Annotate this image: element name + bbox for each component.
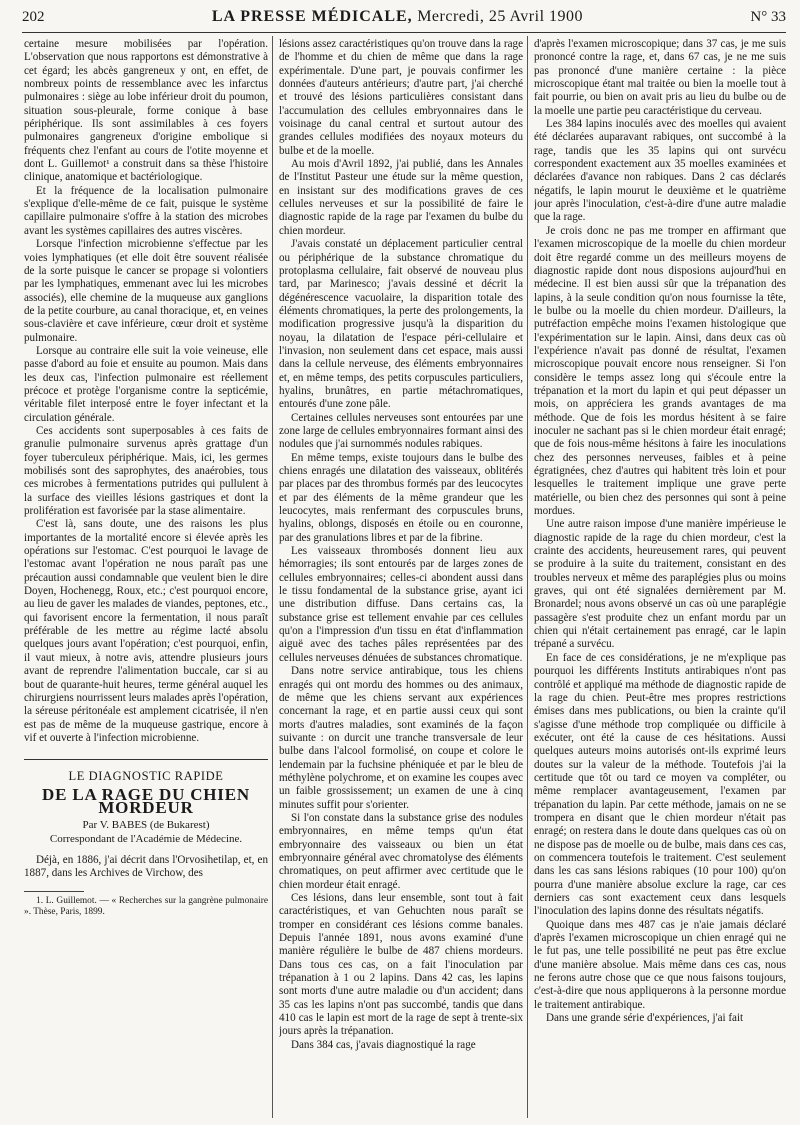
paragraph: Une autre raison impose d'une manière impérieuse le diagnostic rapide de la rage du chien mordeur, c'est la crainte des accidents, heureusement rares, qui peuvent se produire à la suite du traitement, consistant en des troubles nerveux et même des paraplégies plus ou moins graves, qui ont été signalées dernièrement par M. Bronardel; nous avons observé un cas où une paraplégie passagère s'est produite chez un enfant mordu par un chien qui n'était certainement pas enragé, car le lapin trépané a survécu.: [534, 518, 786, 651]
page-header: [22, 8, 786, 33]
issue-number: N° 33: [750, 9, 786, 25]
article-title: DE LA RAGE DU CHIEN MORDEUR: [42, 784, 250, 817]
page-number: 202: [22, 9, 45, 25]
journal-title-line: [212, 8, 583, 26]
article-separator: [24, 759, 268, 760]
paragraph: Certaines cellules nerveuses sont entourées par une zone large de cellules embryonnaires formant ainsi des nodules que j'ai surnommés nodules rabiques.: [279, 411, 523, 451]
issue-date: Mercredi, 25 Avril 1900: [417, 8, 584, 25]
paragraph: Ces lésions, dans leur ensemble, sont tout à fait caractéristiques, et van Gehuchten nous paraît se tromper en considérant ces lésions comme banales. Depuis l'année 1891, nous avons examiné d'une manière régulière le bulbe de 487 chiens mordeurs. Dans tous ces cas, on a fait l'inoculation par trépanation à 1 ou 2 lapins. Dans 42 cas, les lapins sont morts d'une autre maladie ou d'un accident; dans 35 cas les lapins n'ont pas succombé, tandis que dans 410 cas le lapin est mort de la rage de sept à trente-six jours après la trépanation.: [279, 892, 523, 1038]
paragraph: C'est là, sans doute, une des raisons les plus importantes de la mortalité encore si élevée après les opérations sur l'estomac. C'est pourquoi le lavage de l'estomac avant l'opération ne nous paraît pas une précaution aussi condamnable que veulent bien le dire Doyen, Hochenegg, Roux, etc.; c'est pourquoi encore, au lieu de gaver les malades de viandes, peptones, etc., qui favorisent encore la fermentation, il nous paraît préférable de les mettre au régime lacté absolu quelques jours avant l'opération; c'est pourquoi, enfin, il vaut mieux, à notre avis, attendre plusieurs jours avant de reprendre l'alimentation buccale, car si au bout de quarante-huit heures, terme général auquel les chirurgiens nourrissent leurs malades après l'opération, la séreuse péritonéale est amplement cicatrisée, il n'en est pas de même de la muqueuse gastrique, encore à vif et ouverte à l'infection microbienne.: [24, 518, 268, 744]
paragraph: Je crois donc ne pas me tromper en affirmant que l'examen microscopique de la moelle du chien mordeur doit être regardé comme un des meilleurs moyens de diagnostic rapide dont nous disposions aujourd'hui en médecine. Il est bien aussi sûr que la trépanation des lapins, à la seule condition qu'on nous fournisse la tête, le bulbe ou la moelle du chien mordeur. D'ailleurs, la putréfaction empêche moins l'examen histologique que l'expérimentation sur le lapin. Ainsi, dans deux cas où l'expérience n'avait pas donné de résultat, l'examen microscopique pouvait encore nous renseigner. Si l'on considère le temps assez long qui s'écoule entre la trépanation et la mort du lapin et qui peut dépasser un mois, on appréciera les grands avantages de ma méthode. Que de fois les mordus hésitent à se faire inoculer ne sachant pas si le chien mordeur était enragé; que de fois nous-même hésitons à faire les inoculations chez des personnes nerveuses, faibles et à peine égratignées, chez d'autres qui habitent très loin et pour lesquelles le traitement implique une grave perte matérielle, ou bien chez des personnes qui sont à peine mordues.: [534, 224, 786, 518]
paragraph: d'après l'examen microscopique; dans 37 cas, je me suis prononcé contre la rage, et, dans 67 cas, je ne me suis pas prononcé d'une manière certaine : la pièce microscopique étant mal traitée ou bien la moelle tout à fait pourrie, ou bien on avait pris au lieu du bulbe ou de la moelle une partie peu caractéristique du cerveau.: [534, 38, 786, 117]
paragraph: lésions assez caractéristiques qu'on trouve dans la rage de l'homme et du chien de même que dans la rage expérimentale. D'une part, je pouvais confirmer les données d'auteurs antérieurs; d'autre part, j'ai cherché et trouvé des lésions particulières consistant dans l'accumulation des cellules embryonnaires dans le voisinage du canal central et surtout autour des grandes cellules modifiées des noyaux moteurs du bulbe et de la moelle.: [279, 38, 523, 157]
paragraph: Dans 384 cas, j'avais diagnostiqué la rage: [291, 1038, 476, 1051]
article-heading: [24, 770, 268, 846]
paragraph: Les vaisseaux thrombosés donnent lieu aux hémorragies; ils sont entourés par de larges zones de cellules embryonnaires; celles-ci abondent aussi dans le tissu fondamental de la substance grise, ayant ici une distribution diffuse. Dans certains cas, la substance grise est tellement envahie par ces cellules qu'on a l'impression d'un tissu en état d'inflammation aiguë avec des taches pâles représentées par des cellules nerveuses dénuées de substances chromatique.: [279, 545, 523, 664]
paragraph: certaine mesure mobilisées par l'opération. L'observation que nous rapportons est démonstrative à cet égard; les abcès gangreneux y ont, en effet, de nombreux points de ressemblance avec les infarctus pulmonaires : siège au lobe inférieur droit du poumon, situation sous-pleurale, forme conique à base périphérique. Ils sont assimilables à ces foyers pulmonaires gangreneux d'origine embolique si fréquents chez l'enfant au cours de l'otite moyenne et dont L. Guillemot¹ a construit dans sa thèse l'histoire clinique, anatomique et bactériologique.: [24, 38, 268, 184]
article-author: Par V. BABES (de Bukarest): [82, 819, 210, 832]
footnote: 1. L. Guillemot. — « Recherches sur la gangrène pulmonaire ». Thèse, Paris, 1899.: [24, 895, 268, 917]
paragraph: En même temps, existe toujours dans le bulbe des chiens enragés une dilatation des vaisseaux, oblitérés par places par des thrombus formés par des leucocytes et par des éléments de la même grandeur que les leucocytes, mais renfermant des corpuscules bruns, hyalins, oblongs, disposés en étoile ou en couronne, par des granulations libres et par de la fibrine.: [279, 451, 523, 544]
article-intro: Déjà, en 1886, j'ai décrit dans l'Orvosihetilap, et, en 1887, dans les Archives de Virchow, des: [24, 853, 268, 880]
column-rule: [272, 36, 273, 1118]
footnote-rule: [24, 891, 84, 892]
paragraph: Quoique dans mes 487 cas je n'aie jamais déclaré d'après l'examen microscopique un chien enragé qui ne le fut pas, une telle possibilité ne peut pas être exclue d'une manière absolue. Mais même dans ces cas, nous ne ferons autre chose que ce que nous faisons toujours, c'est-à-dire que nous appliquerons à la personne mordue le traitement antirabique.: [534, 918, 786, 1011]
paragraph: Et la fréquence de la localisation pulmonaire s'explique d'elle-même de ce fait, puisque le système capillaire pulmonaire s'offre à la station des microbes avant les systèmes capillaires des autres viscères.: [24, 184, 268, 237]
paragraph: Dans notre service antirabique, tous les chiens enragés qui ont mordu des hommes ou des animaux, de même que les chiens servant aux expériences concernant la rage, et en partie aussi ceux qui sont morts d'autres maladies, sont examinés de la façon suivante : on durcit une tranche transversale de leur bulbe dans l'alcool formolisé, on coupe et colore le lendemain par la fuchsine phéniquée et par le bleu de méthylène polychrome, et on examine les coupes avec un faible grossissement; un examen de une à cinq minutes suffit pour s'orienter.: [279, 665, 523, 811]
paragraph: Lorsque au contraire elle suit la voie veineuse, elle passe d'abord au foie et ensuite au poumon. Mais dans les deux cas, l'infection pulmonaire est réellement précoce et protège l'organisme contre la septicémie, véritable filet interposé entre le foyer infectant et la circulation générale.: [24, 344, 268, 424]
paragraph: Dans une grande série d'expériences, j'ai fait: [546, 1012, 744, 1025]
column-3: [534, 38, 786, 1118]
paragraph: Au mois d'Avril 1892, j'ai publié, dans les Annales de l'Institut Pasteur une étude sur la même question, en insistant sur des modifications graves de ces cellules nerveuses et sur la possibilité de faire le diagnostic rapide de la rage par l'examen du bulbe du chien mordeur.: [279, 158, 523, 237]
paragraph: Les 384 lapins inoculés avec des moelles qui avaient été déclarées auparavant rabiques, ont succombé à la rage, tandis que les 35 lapins qui ont survécu correspondent exactement aux 35 moelles examinées et déclarées d'avance non rabiques. Dans 2 cas déclarés négatifs, le lapin mourut le deuxième et le quatrième jour après l'inoculation, c'est-à-dire d'une autre maladie que la rage.: [534, 118, 786, 224]
paragraph: J'avais constaté un déplacement particulier central ou périphérique de la substance chromatique du protoplasma cellulaire, fait observé de nouveau plus tard, par Marinesco; j'avais dessiné et décrit la dégénérescence vacuolaire, la disparition totale des éléments chromatiques, la perte des prolongements, la modification progressive jusqu'à la disparition du noyau, la dilatation de l'espace péri-cellulaire et l'invasion, non seulement dans cet espace, mais aussi dans la cellule nerveuse, des éléments embryonnaires et, en même temps, des petits corpuscules particuliers, hyalins, brunâtres, en partie métachromatiques, entourés d'une zone pâle.: [279, 238, 523, 411]
paragraph: Lorsque l'infection microbienne s'effectue par les voies lymphatiques (et elle doit être souvent réalisée de la sorte puisque le cancer se propage si volontiers par les lymphatiques, emmenant avec lui les microbes associés), elle chemine de la muqueuse aux ganglions de la petite courbure, au canal thoracique, et, en veines sous-clavière et cave inférieure, cœur droit et système pulmonaire.: [24, 238, 268, 344]
paragraph: Ces accidents sont superposables à ces faits de granulie pulmonaire survenus après grattage d'un foyer tuberculeux périphérique. Mais, ici, les germes mobilisés sont des saprophytes, des anaérobies, tous ces microbes à fermentations putrides qui pullulent à la surface des vieilles lésions gastriques et dont la prolifération est favorisée par la stase alimentaire.: [24, 424, 268, 518]
journal-name: LA PRESSE MÉDICALE,: [211, 8, 413, 25]
article-author-role: Correspondant de l'Académie de Médecine.: [49, 832, 243, 845]
column-rule: [527, 36, 528, 1118]
column-2: [279, 38, 523, 1118]
column-1: [24, 38, 268, 1118]
article-kicker: LE DIAGNOSTIC RAPIDE: [68, 769, 224, 784]
paragraph: Si l'on constate dans la substance grise des nodules embryonnaires, en même temps qu'un état embryonnaire des vaisseaux ou bien un état embryonnaire général avec chromatolyse des éléments chromatiques, on peut affirmer avec certitude que le chien mordeur était enragé.: [279, 811, 523, 891]
paragraph: En face de ces considérations, je ne m'explique pas pourquoi les différents Instituts antirabiques n'ont pas contrôlé et appliqué ma méthode de diagnostic rapide de la rage du chien. Peut-être mes propres restrictions émises dans mes publications, ou bien la crainte qu'il s'agisse d'une méthode trop compliquée ou difficile à exécuter, ont été la cause de ces hésitations. Aussi quelques auteurs moins autorisés ont-ils exprimé leurs doutes sur la valeur de la méthode. Toutefois j'ai la certitude que tôt ou tard ce moyen va compléter, ou même remplacer avantageusement, l'examen par trépanation du lapin. Par cette méthode, jamais on ne se trompera en disant que le chien mordeur n'était pas enragé; on restera dans le doute dans quelques cas où on ne dispose pas de moelle ou de bulbe, mais dans ces cas, on commencera toutefois le traitement. C'est seulement dans les cas sans lésions rabiques (10 pour 100) qu'on pourra d'une manière absolue exclure la rage, car ces derniers cas sont exactement ceux dans lesquels l'inoculation des lapins donne des résultats négatifs.: [534, 651, 786, 918]
